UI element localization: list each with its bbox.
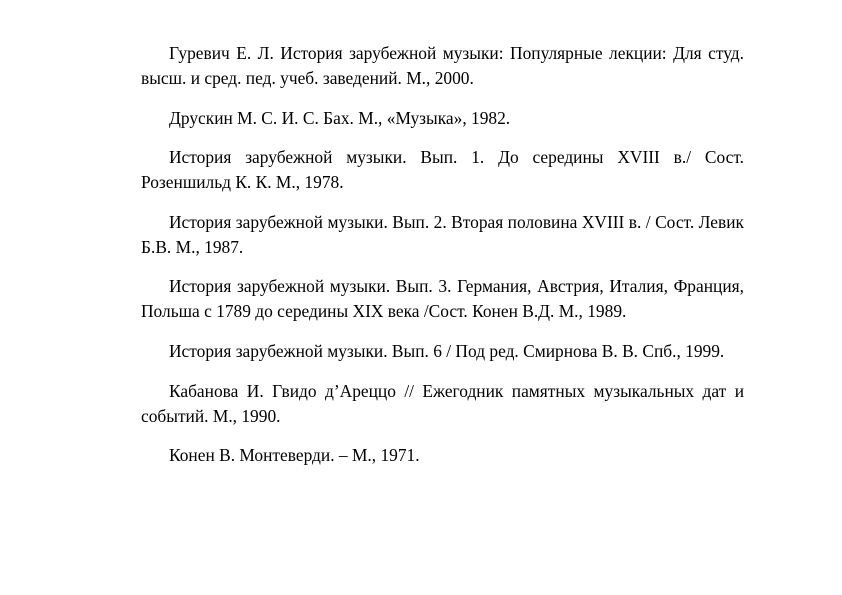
reference-item-history-vol-1: История зарубежной музыки. Вып. 1. До середины XVIII в./ Сост. Розеншильд К. К. М., 1978. — [141, 147, 744, 193]
reference-item-druskin: Друскин М. С. И. С. Бах. М., «Музыка», 1982. — [169, 107, 511, 128]
reference-item-kabanova: Кабанова И. Гвидо д’Ареццо // Ежегодник памятных музыкальных дат и событий. М., 1990. — [141, 380, 744, 426]
reference-item-history-vol-2: История зарубежной музыки. Вып. 2. Вторая половина XVIII в. / Сост. Левик Б.В. М., 1987. — [141, 211, 744, 257]
reference-item-konen: Конен В. Монтеверди. – М., 1971. — [169, 445, 420, 466]
reference-list — [141, 41, 744, 483]
reference-item-history-vol-6: История зарубежной музыки. Вып. 6 / Под ред. Смирнова В. В. Спб., 1999. — [169, 340, 725, 361]
reference-item-history-vol-3: История зарубежной музыки. Вып. 3. Германия, Австрия, Италия, Франция, Польша с 1789 до середины XIX века /Сост. Конен В.Д. М., 1989. — [141, 276, 744, 322]
reference-item-gurevich: Гуревич Е. Л. История зарубежной музыки: Популярные лекции: Для студ. высш. и сред. пед. учеб. заведений. М., 2000. — [141, 43, 744, 88]
